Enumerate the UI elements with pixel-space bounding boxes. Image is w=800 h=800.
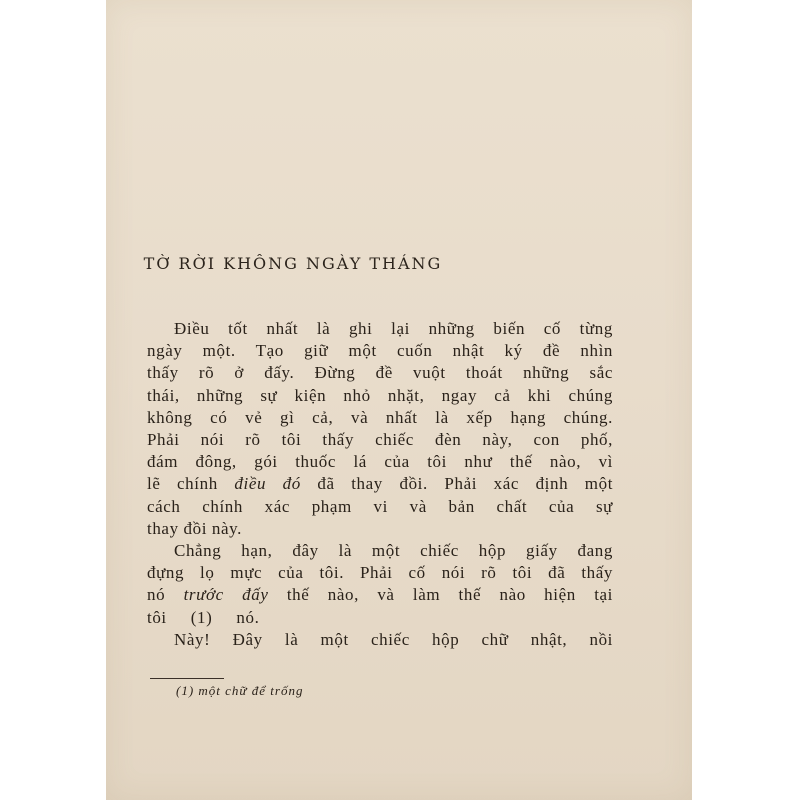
text-line <box>147 473 613 495</box>
text-line: thấy rõ ở đấy. Đừng đề vuột thoát những sắc <box>147 363 613 383</box>
text-segment: tôi <box>147 607 167 627</box>
chapter-title: TỜ RỜI KHÔNG NGÀY THÁNG <box>143 254 443 273</box>
text-line: Phải nói rõ tôi thấy chiếc đèn này, con phố, <box>147 430 613 450</box>
text-line: cách chính xác phạm vi và bản chất của sự <box>147 496 613 516</box>
text-segment: thế nào, và làm thế nào hiện tại <box>268 585 613 605</box>
text-line: Này! Đây là một chiếc hộp chữ nhật, nồi <box>174 629 613 649</box>
footnote-divider <box>150 678 224 679</box>
italic-phrase: trước đấy <box>183 585 269 605</box>
footnote: (1) một chữ để trống <box>176 683 304 698</box>
text-line: Điều tốt nhất là ghi lại những biến cố từng <box>174 319 613 338</box>
text-line: đám đông, gói thuốc lá của tôi như thế nào, vì <box>147 452 613 472</box>
text-line <box>147 607 613 629</box>
text-line: Chẳng hạn, đây là một chiếc hộp giấy đang <box>174 541 613 561</box>
text-segment: đã thay đồi. Phải xác định một <box>300 474 614 494</box>
footnote-reference: (1) <box>190 607 213 627</box>
text-segment: lẽ chính <box>147 474 235 494</box>
text-line <box>147 584 613 606</box>
text-line: thay đồi này. <box>147 518 242 538</box>
text-segment: nó. <box>236 607 260 627</box>
italic-phrase: điều đó <box>234 474 301 494</box>
text-line: thái, những sự kiện nhỏ nhặt, ngay cả khi chúng <box>147 385 613 405</box>
body-text <box>147 318 613 651</box>
text-segment: nó <box>147 585 184 605</box>
text-line: ngày một. Tạo giữ một cuốn nhật ký đề nhìn <box>147 341 613 361</box>
text-line: không có vẻ gì cả, và nhất là xếp hạng chúng. <box>147 407 613 427</box>
text-line: đựng lọ mực của tôi. Phải cố nói rõ tôi đã thấy <box>147 563 613 583</box>
